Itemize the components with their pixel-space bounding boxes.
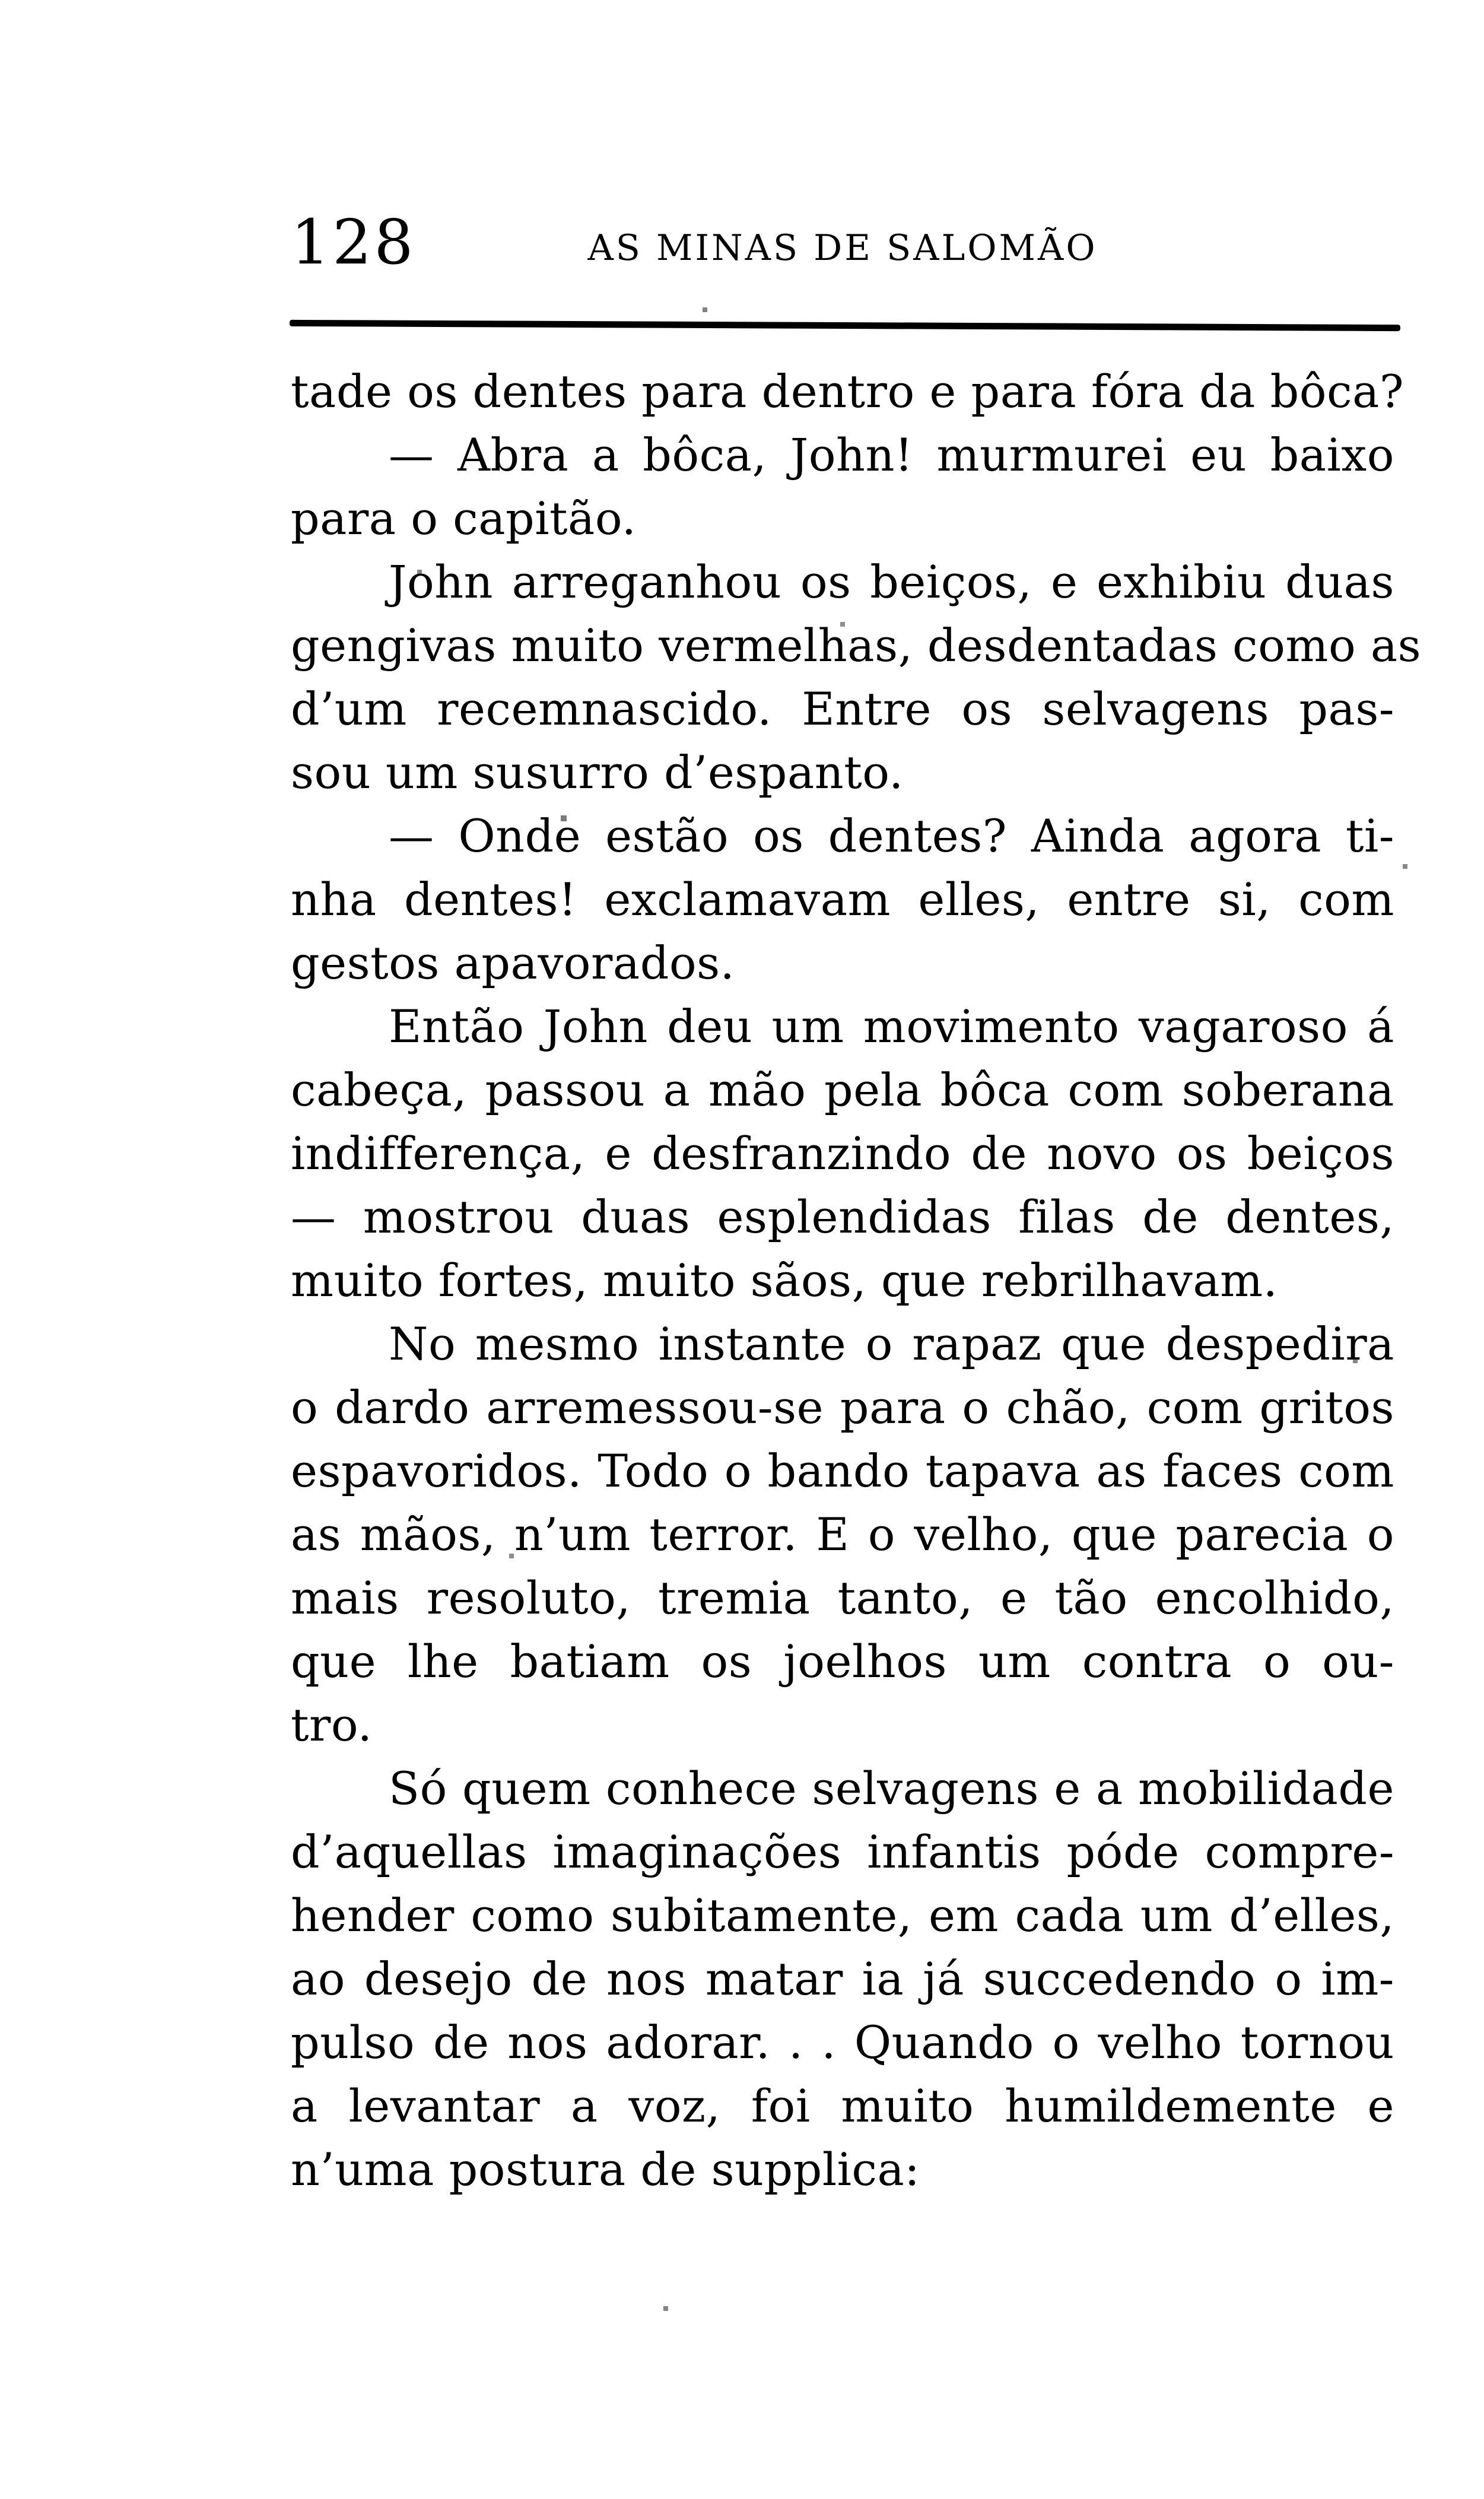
text-line: — mostrou duas esplendidas filas de dentes, [291, 1190, 1394, 1243]
text-line: nha dentes! exclamavam elles, entre si, com [291, 873, 1394, 926]
text-line: que lhe batiam os joelhos um contra o ou- [291, 1635, 1394, 1688]
text-line: Então John deu um movimento vagaroso á [389, 1000, 1394, 1053]
header-rule [290, 320, 1400, 331]
page-number: 128 [291, 206, 416, 278]
text-line: John arreganhou os beiços, e exhibiu duas [389, 555, 1394, 608]
text-line: espavoridos. Todo o bando tapava as faces com [291, 1444, 1394, 1497]
text-line: sou um susurro d’espanto. [291, 746, 904, 799]
page-header [291, 201, 1394, 278]
text-line: gengivas muito vermelhas, desdentadas como as [291, 619, 1422, 672]
text-line: tro. [291, 1698, 373, 1751]
text-line: No mesmo instante o rapaz que despedira [389, 1317, 1394, 1370]
text-line: pulso de nos adorar. . . Quando o velho tornou [291, 2016, 1394, 2069]
text-line: mais resoluto, tremia tanto, e tão encolhido, [291, 1571, 1394, 1624]
text-line: — Abra a bôca, John! murmurei eu baixo [389, 428, 1394, 481]
text-line: cabeça, passou a mão pela bôca com soberana [291, 1063, 1394, 1116]
text-line: n’uma postura de supplica: [291, 2143, 920, 2196]
text-line: indifferença, e desfranzindo de novo os beiços [291, 1127, 1394, 1180]
text-line: Só quem conhece selvagens e a mobilidade [389, 1762, 1394, 1815]
text-line: a levantar a voz, foi muito humildemente e [291, 2079, 1394, 2132]
text-line: o dardo arremessou-se para o chão, com gritos [291, 1381, 1394, 1434]
text-line: ao desejo de nos matar ia já succedendo o im- [291, 1952, 1394, 2005]
running-title: AS MINAS DE SALOMÃO [587, 227, 1098, 269]
text-block [291, 360, 1422, 2201]
text-line: hender como subitamente, em cada um d’elles, [291, 1889, 1394, 1942]
text-line: as mãos, n’um terror. E o velho, que parecia o [291, 1508, 1394, 1561]
text-line: gestos apavorados. [291, 936, 735, 989]
text-line: d’aquellas imaginações infantis póde compre- [291, 1825, 1394, 1878]
text-line: — Onde estão os dentes? Ainda agora ti- [389, 809, 1394, 862]
scan-speckles [0, 0, 2, 2]
text-line: muito fortes, muito sãos, que rebrilhavam. [291, 1254, 1278, 1307]
text-line: d’um recemnascido. Entre os selvagens pas- [291, 682, 1394, 735]
text-line: para o capitão. [291, 492, 637, 545]
text-line: tade os dentes para dentro e para fóra da bôca? [291, 365, 1404, 418]
